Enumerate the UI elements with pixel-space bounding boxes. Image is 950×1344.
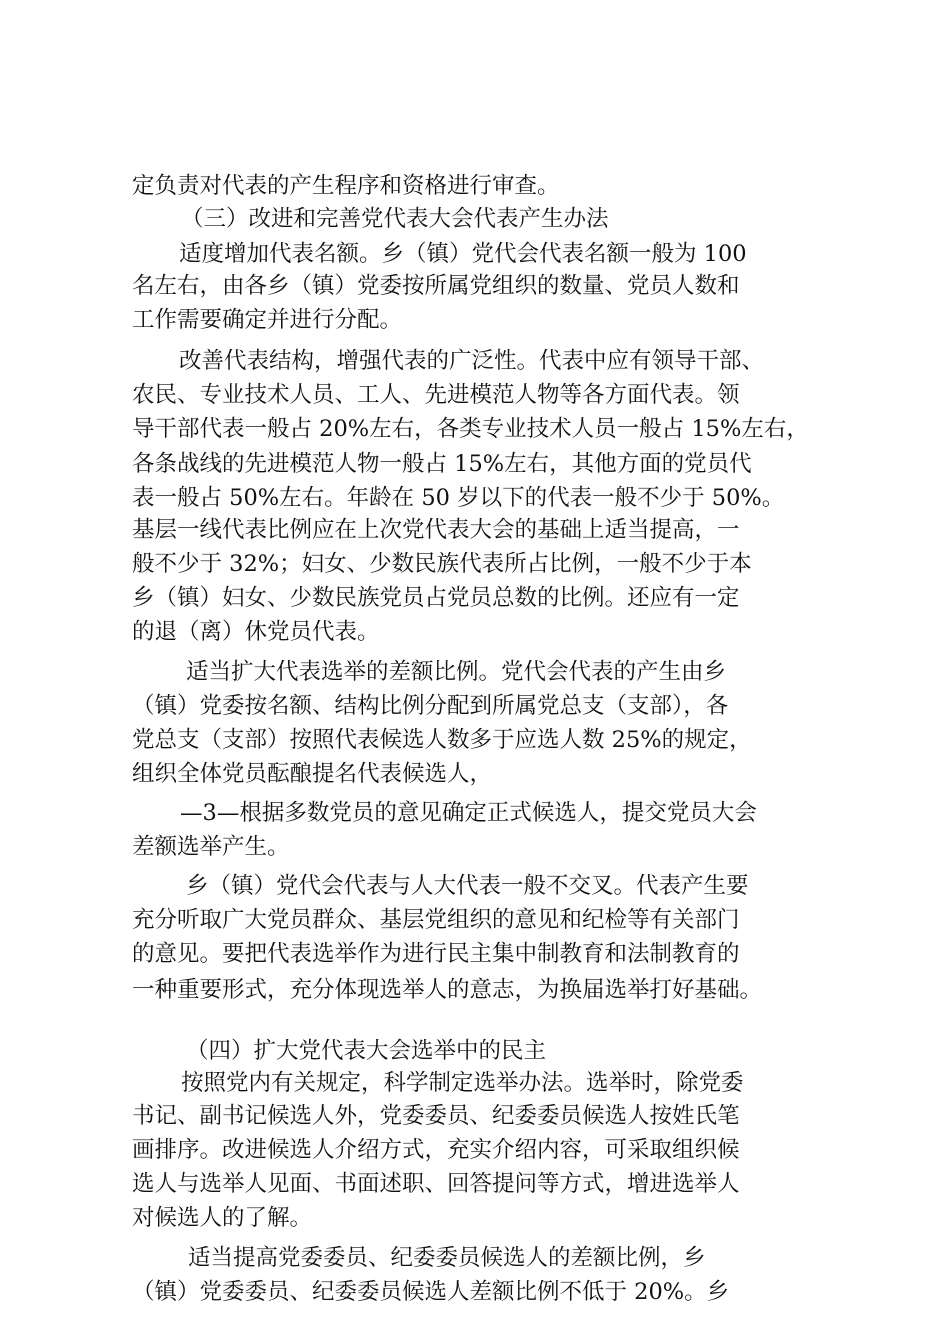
paragraph-line: 适当扩大代表选举的差额比例。党代会代表的产生由乡 [186, 659, 727, 685]
paragraph-line: 的退（离）休党员代表。 [132, 619, 380, 645]
paragraph-line: 名左右，由各乡（镇）党委按所属党组织的数量、党员人数和 [132, 273, 740, 299]
paragraph-line: 适当提高党委委员、纪委委员候选人的差额比例，乡 [188, 1245, 706, 1271]
paragraph-line: 工作需要确定并进行分配。 [132, 307, 403, 333]
paragraph-line: 导干部代表一般占 20%左右，各类专业技术人员一般占 15%左右， [132, 416, 809, 442]
paragraph-line: 组织全体党员酝酿提名代表候选人， [132, 761, 493, 787]
paragraph-line: 按照党内有关规定，科学制定选举办法。选举时，除党委 [181, 1070, 744, 1096]
paragraph-line: 乡（镇）党代会代表与人大代表一般不交叉。代表产生要 [186, 873, 749, 899]
paragraph-line: （镇）党委按名额、结构比例分配到所属党总支（支部），各 [132, 693, 729, 719]
paragraph-line: 般不少于 32%；妇女、少数民族代表所占比例，一般不少于本 [132, 551, 752, 577]
text-line: 定负责对代表的产生程序和资格进行审查。 [132, 173, 560, 199]
section-heading: （四）扩大党代表大会选举中的民主 [186, 1038, 547, 1064]
paragraph-line: 乡（镇）妇女、少数民族党员占党员总数的比例。还应有一定 [132, 585, 740, 611]
paragraph-line: 表一般占 50%左右。年龄在 50 岁以下的代表一般不少于 50%。 [132, 485, 785, 511]
paragraph-line: 党总支（支部）按照代表候选人数多于应选人数 25%的规定， [132, 727, 752, 753]
section-heading: （三）改进和完善党代表大会代表产生办法 [181, 206, 609, 232]
paragraph-line: 一种重要形式，充分体现选举人的意志，为换届选举打好基础。 [132, 977, 763, 1003]
paragraph-line: 适度增加代表名额。乡（镇）党代会代表名额一般为 100 [179, 241, 747, 267]
paragraph-line: 画排序。改进候选人介绍方式，充实介绍内容，可采取组织候 [132, 1137, 740, 1163]
paragraph-line: 基层一线代表比例应在上次党代表大会的基础上适当提高，一 [132, 517, 740, 543]
paragraph-line: 的意见。要把代表选举作为进行民主集中制教育和法制教育的 [132, 941, 740, 967]
paragraph-line: 各条战线的先进模范人物一般占 15%左右，其他方面的党员代 [132, 451, 752, 477]
paragraph-line: —3—根据多数党员的意见确定正式候选人，提交党员大会 [180, 800, 757, 826]
paragraph-line: 选人与选举人见面、书面述职、回答提问等方式，增进选举人 [132, 1171, 740, 1197]
paragraph-line: （镇）党委委员、纪委委员候选人差额比例不低于 20%。乡 [132, 1279, 730, 1305]
paragraph-line: 农民、专业技术人员、工人、先进模范人物等各方面代表。领 [132, 382, 740, 408]
paragraph-line: 书记、副书记候选人外，党委委员、纪委委员候选人按姓氏笔 [132, 1103, 740, 1129]
paragraph-line: 对候选人的了解。 [132, 1205, 313, 1231]
paragraph-line: 改善代表结构，增强代表的广泛性。代表中应有领导干部、 [179, 348, 765, 374]
paragraph-line: 充分听取广大党员群众、基层党组织的意见和纪检等有关部门 [132, 907, 740, 933]
paragraph-line: 差额选举产生。 [132, 834, 290, 860]
